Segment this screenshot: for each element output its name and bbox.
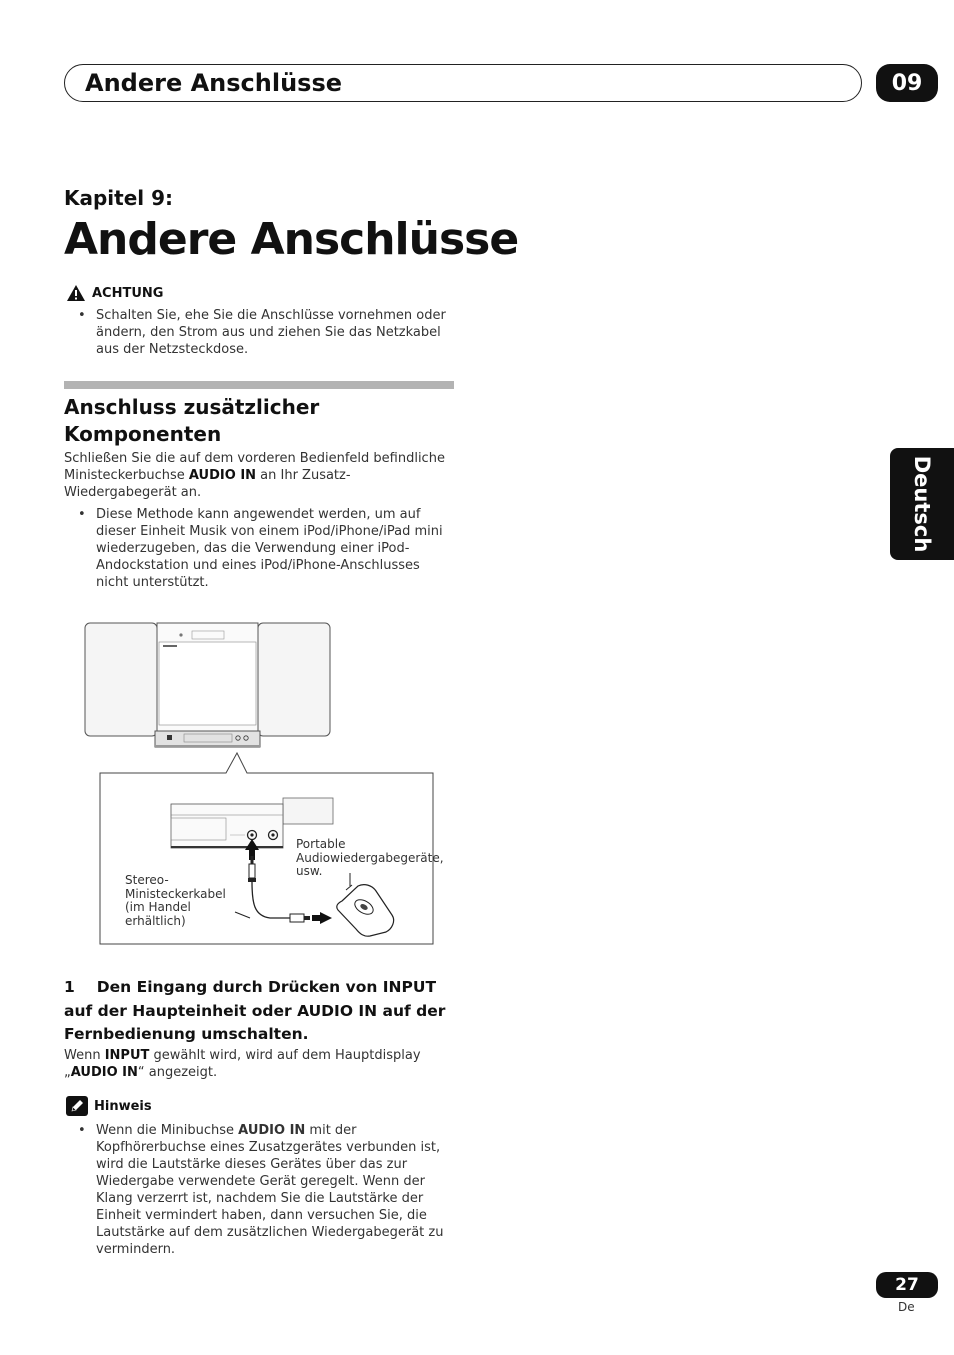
main-unit-illustration [85, 623, 330, 747]
header-title: Andere Anschlüsse [85, 69, 343, 97]
cable-label: Stereo-Ministeckerkabel (im Handel erhältlich) [125, 873, 226, 928]
step-1-description: Wenn INPUT gewählt wird, wird auf dem Hauptdisplay „AUDIO IN“ angezeigt. [64, 1048, 421, 1080]
step-number: 1 [64, 978, 75, 996]
chapter-label: Kapitel 9: [64, 186, 174, 210]
language-side-tab [890, 448, 954, 560]
section-title: Anschluss zusätzlicher Komponenten [64, 395, 320, 446]
page-number: 27 [876, 1272, 938, 1298]
page-title: Andere Anschlüsse [64, 214, 519, 265]
language-code: De [898, 1300, 915, 1314]
hint-label: Hinweis [94, 1098, 152, 1114]
language-side-tab-label: Deutsch [910, 455, 934, 553]
hint-item: • Wenn die Minibuchse AUDIO IN mit der Kopfhörerbuchse eines Zusatzgerätes verbunden ist, wird die Lautstärke dieses Gerätes über das zur Wiedergabe verwendete Gerät geregelt. Wenn der Klang verzerrt ist, nachdem Sie die Lautstärke der Einheit vermindert haben, dann versuchen Sie, die Lautstärke auf dem zusätzlichen Wiedergabegerät zu vermindern. [78, 1123, 444, 1257]
caution-label: ACHTUNG [92, 285, 164, 301]
chapter-number-badge: 09 [876, 64, 938, 102]
pencil-note-icon [66, 1096, 88, 1116]
step-1-heading [64, 976, 456, 1047]
hint-heading [66, 1096, 152, 1116]
caution-heading [66, 284, 163, 302]
section-divider [64, 381, 454, 389]
section-intro: Schließen Sie die auf dem vorderen Bedienfeld befindliche Ministeckerbuchse AUDIO IN an Ihr Zusatz-Wiedergabegerät an. [64, 451, 445, 500]
step-text: Den Eingang durch Drücken von INPUT auf der Haupteinheit oder AUDIO IN auf der Fernbedienung umschalten. [64, 978, 446, 1043]
caution-item: • Schalten Sie, ehe Sie die Anschlüsse vornehmen oder ändern, den Strom aus und ziehen Sie das Netzkabel aus der Netzsteckdose. [78, 308, 446, 357]
section-bullet: • Diese Methode kann angewendet werden, um auf dieser Einheit Musik von einem iPod/iPhone/iPad mini wiederzugeben, das die Verwendung einer iPod-Andockstation und eines iPod/iPhone-Anschlusses nicht unterstützt. [78, 507, 443, 590]
warning-icon [66, 284, 86, 302]
device-label: Portable Audiowiedergabegeräte, usw. [296, 837, 444, 878]
